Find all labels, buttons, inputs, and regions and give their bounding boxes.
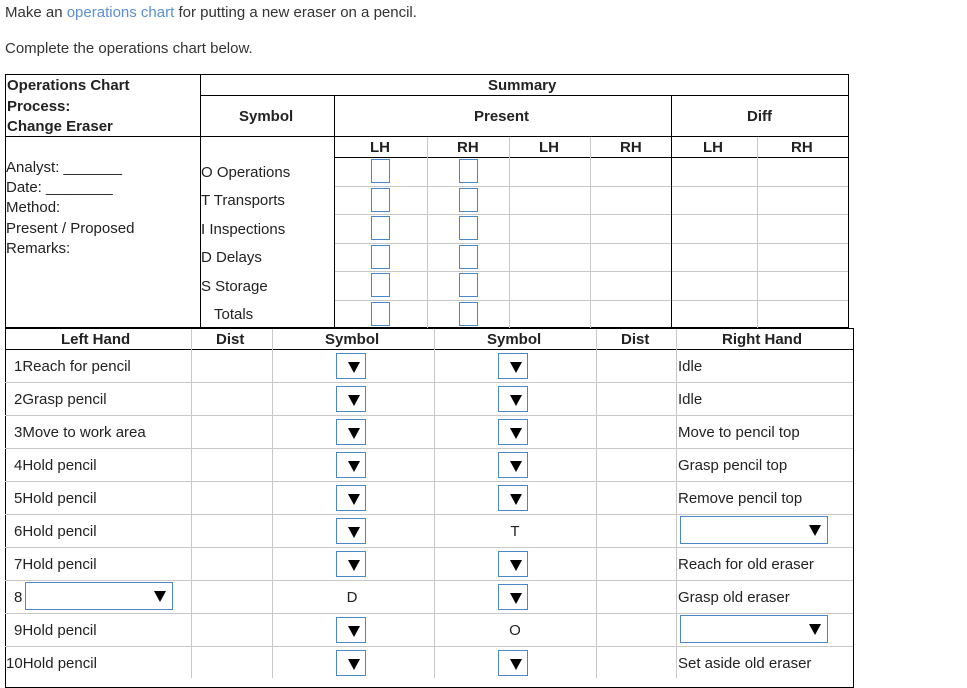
left-symbol-dropdown-9[interactable] — [336, 617, 366, 643]
right-hand-step-3: Move to pencil top — [678, 424, 800, 441]
left-symbol-value-8: D — [346, 589, 358, 606]
right-hand-step-7: Reach for old eraser — [678, 556, 814, 573]
totals-label: Totals — [214, 306, 254, 323]
intro-text: Make an operations chart for putting a new eraser on a pencil. — [5, 4, 417, 21]
symbol-left-heading: Symbol — [325, 331, 380, 348]
left-symbol-dropdown-2[interactable] — [336, 386, 366, 412]
right-hand-step-8: Grasp old eraser — [678, 589, 790, 606]
remarks-label: Remarks: — [6, 240, 71, 257]
left-symbol-dropdown-7[interactable] — [336, 551, 366, 577]
present-rh-inspections-input[interactable] — [459, 216, 478, 240]
category-operations: O Operations — [201, 164, 291, 181]
present-lh-inspections-input[interactable] — [371, 216, 390, 240]
date-field: Date: ________ — [6, 179, 113, 196]
diff-lh-heading: LH — [703, 139, 723, 156]
dist-right-heading: Dist — [621, 331, 650, 348]
left-symbol-dropdown-3[interactable] — [336, 419, 366, 445]
left-symbol-dropdown-10[interactable] — [336, 650, 366, 676]
symbol-heading: Symbol — [239, 108, 294, 125]
present-rh-storage-input[interactable] — [459, 273, 478, 297]
diff-rh-heading: RH — [791, 139, 813, 156]
present-lh-delays-input[interactable] — [371, 245, 390, 269]
right-hand-dropdown-6[interactable] — [680, 516, 828, 544]
category-storage: S Storage — [201, 278, 268, 295]
proposed-lh-heading: LH — [539, 139, 559, 156]
right-symbol-value-6: T — [510, 523, 520, 540]
right-symbol-dropdown-1[interactable] — [498, 353, 528, 379]
right-hand-step-1: Idle — [678, 358, 703, 375]
process-label: Process: — [7, 98, 71, 115]
present-rh-heading: RH — [457, 139, 479, 156]
present-lh-totals-input[interactable] — [371, 302, 390, 326]
left-hand-dropdown-8[interactable] — [25, 582, 173, 610]
left-hand-step-9: 9Hold pencil — [14, 622, 97, 639]
present-lh-storage-input[interactable] — [371, 273, 390, 297]
operations-chart-link[interactable]: operations chart — [66, 4, 175, 21]
right-symbol-dropdown-10[interactable] — [498, 650, 528, 676]
right-symbol-dropdown-8[interactable] — [498, 584, 528, 610]
left-hand-step-4: 4Hold pencil — [14, 457, 97, 474]
left-hand-step-8-number: 8 — [14, 589, 23, 606]
present-lh-transports-input[interactable] — [371, 188, 390, 212]
present-lh-operations-input[interactable] — [371, 159, 390, 183]
left-hand-step-2: 2Grasp pencil — [14, 391, 107, 408]
left-hand-step-10: 10Hold pencil — [6, 655, 97, 672]
process-value: Change Eraser — [7, 118, 113, 135]
left-hand-step-1: 1Reach for pencil — [14, 358, 131, 375]
dist-left-heading: Dist — [216, 331, 245, 348]
present-rh-delays-input[interactable] — [459, 245, 478, 269]
right-symbol-dropdown-7[interactable] — [498, 551, 528, 577]
left-symbol-dropdown-6[interactable] — [336, 518, 366, 544]
left-hand-step-5: 5Hold pencil — [14, 490, 97, 507]
method-label: Method: — [6, 199, 61, 216]
left-hand-step-6: 6Hold pencil — [14, 523, 97, 540]
proposed-rh-heading: RH — [620, 139, 642, 156]
right-symbol-dropdown-2[interactable] — [498, 386, 528, 412]
left-symbol-dropdown-4[interactable] — [336, 452, 366, 478]
right-hand-step-5: Remove pencil top — [678, 490, 803, 507]
present-lh-heading: LH — [370, 139, 390, 156]
right-symbol-dropdown-4[interactable] — [498, 452, 528, 478]
present-rh-operations-input[interactable] — [459, 159, 478, 183]
left-hand-step-3: 3Move to work area — [14, 424, 146, 441]
present-heading: Present — [474, 108, 530, 125]
instruction-text: Complete the operations chart below. — [5, 40, 253, 57]
right-hand-step-10: Set aside old eraser — [678, 655, 812, 672]
present-proposed-label: Present / Proposed — [6, 220, 135, 237]
right-symbol-dropdown-3[interactable] — [498, 419, 528, 445]
diff-heading: Diff — [747, 108, 772, 125]
chart-title: Operations Chart — [7, 77, 130, 94]
category-delays: D Delays — [201, 249, 262, 266]
right-symbol-dropdown-5[interactable] — [498, 485, 528, 511]
analyst-field: Analyst: _______ — [6, 159, 122, 176]
left-hand-heading: Left Hand — [61, 331, 131, 348]
left-symbol-dropdown-5[interactable] — [336, 485, 366, 511]
symbol-right-heading: Symbol — [487, 331, 542, 348]
summary-heading: Summary — [488, 77, 557, 94]
right-hand-step-4: Grasp pencil top — [678, 457, 788, 474]
left-symbol-dropdown-1[interactable] — [336, 353, 366, 379]
right-hand-step-2: Idle — [678, 391, 703, 408]
right-hand-dropdown-9[interactable] — [680, 615, 828, 643]
present-rh-totals-input[interactable] — [459, 302, 478, 326]
category-transports: T Transports — [201, 192, 285, 209]
right-hand-heading: Right Hand — [722, 331, 802, 348]
left-hand-step-7: 7Hold pencil — [14, 556, 97, 573]
right-symbol-value-9: O — [509, 622, 521, 639]
present-rh-transports-input[interactable] — [459, 188, 478, 212]
category-inspections: I Inspections — [201, 221, 286, 238]
